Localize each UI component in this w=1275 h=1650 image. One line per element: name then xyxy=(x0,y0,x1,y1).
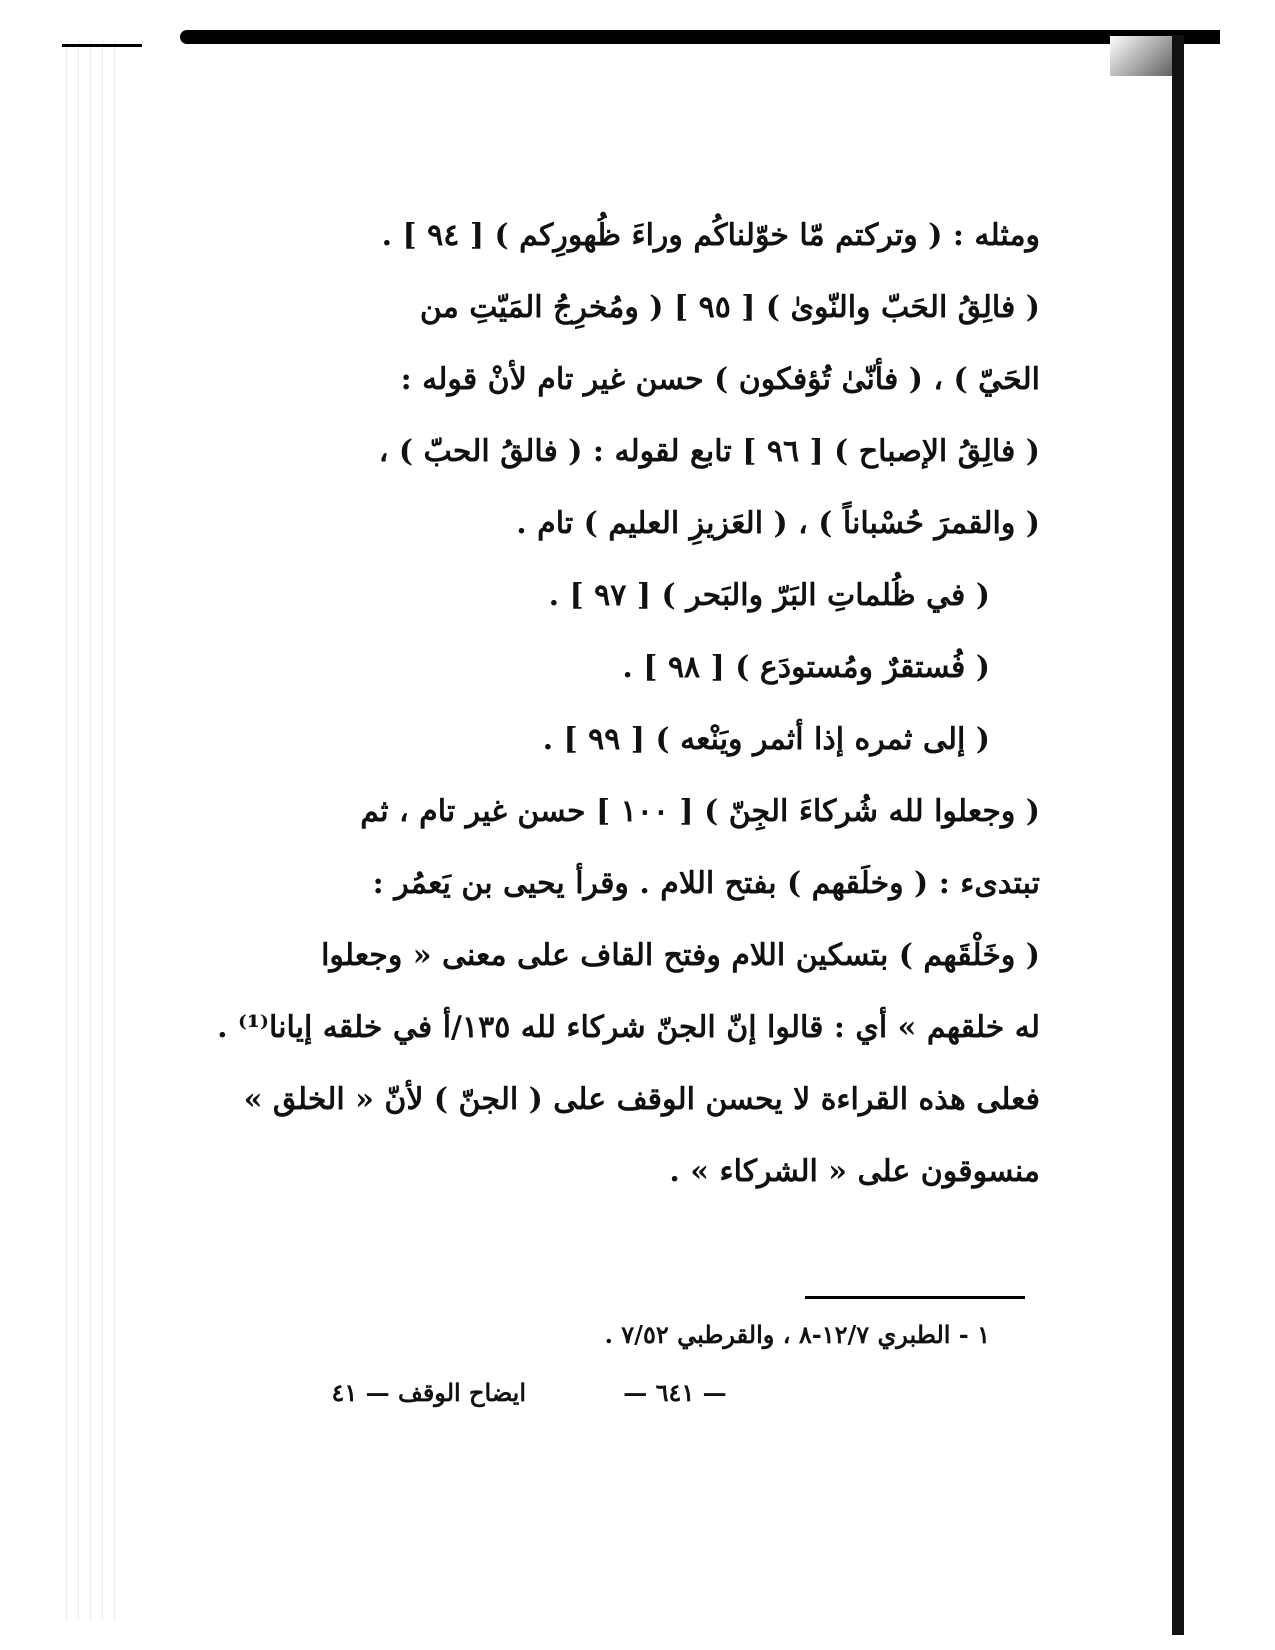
text-line: الحَيّ ) ، ( فأنّىٰ تُؤفكون ) حسن غير تام لأنْ قوله : xyxy=(400,362,1040,397)
page-number: — ٦٤١ — xyxy=(623,1378,727,1407)
text-line: ( وخَلْقَهم ) بتسكين اللام وفتح القاف على معنى « وجعلوا xyxy=(321,938,1040,973)
text-line: تبتدىء : ( وخلَقهم ) بفتح اللام . وقرأ يحيى بن يَعمُر : xyxy=(372,866,1040,901)
text-line: ( في ظُلماتِ البَرّ والبَحر ) [ ٩٧ ] . xyxy=(548,578,990,613)
page-right-edge xyxy=(1172,35,1184,1635)
top-rule-left xyxy=(62,44,142,47)
text-line: فعلى هذه القراءة لا يحسن الوقف على ( الجنّ ) لأنّ « الخلق » xyxy=(243,1082,1040,1117)
scan-binding-edge xyxy=(60,40,120,1620)
footnote-separator xyxy=(805,1296,1025,1299)
text-line: ( إلى ثمره إذا أثمر ويَنْعه ) [ ٩٩ ] . xyxy=(542,722,990,757)
running-title: ايضاح الوقف — ٤١ xyxy=(331,1378,526,1407)
text-line: منسوقون على « الشركاء » . xyxy=(669,1154,1040,1189)
page-corner-shadow xyxy=(1110,36,1180,76)
text-line: ( فالِقُ الحَبّ والنّوىٰ ) [ ٩٥ ] ( ومُخرِجُ المَيّتِ من xyxy=(419,290,1040,325)
text-line: ( وجعلوا لله شُركاءَ الجِنّ ) [ ١٠٠ ] حسن غير تام ، ثم xyxy=(360,794,1040,829)
text-line: له خلقهم » أي : قالوا إنّ الجنّ شركاء لله ١٣٥/أ في خلقه إيانا⁽¹⁾ . xyxy=(217,1010,1040,1045)
top-rule xyxy=(180,30,1220,44)
text-line: ( والقمرَ حُسْباناً ) ، ( العَزيزِ العليم ) تام . xyxy=(516,506,1040,541)
text-line: ( فالِقُ الإصباح ) [ ٩٦ ] تابع لقوله : ( فالقُ الحبّ ) ، xyxy=(378,434,1040,469)
footnote: ١ - الطبري ١٢/٧-٨ ، والقرطبي ٧/٥٢ . xyxy=(604,1320,990,1349)
text-line: ومثله : ( وتركتم مّا خوّلناكُم وراءَ ظُهورِكم ) [ ٩٤ ] . xyxy=(381,218,1040,253)
body-text xyxy=(217,200,1040,1208)
text-line: ( فُستقرٌ ومُستودَع ) [ ٩٨ ] . xyxy=(622,650,990,685)
